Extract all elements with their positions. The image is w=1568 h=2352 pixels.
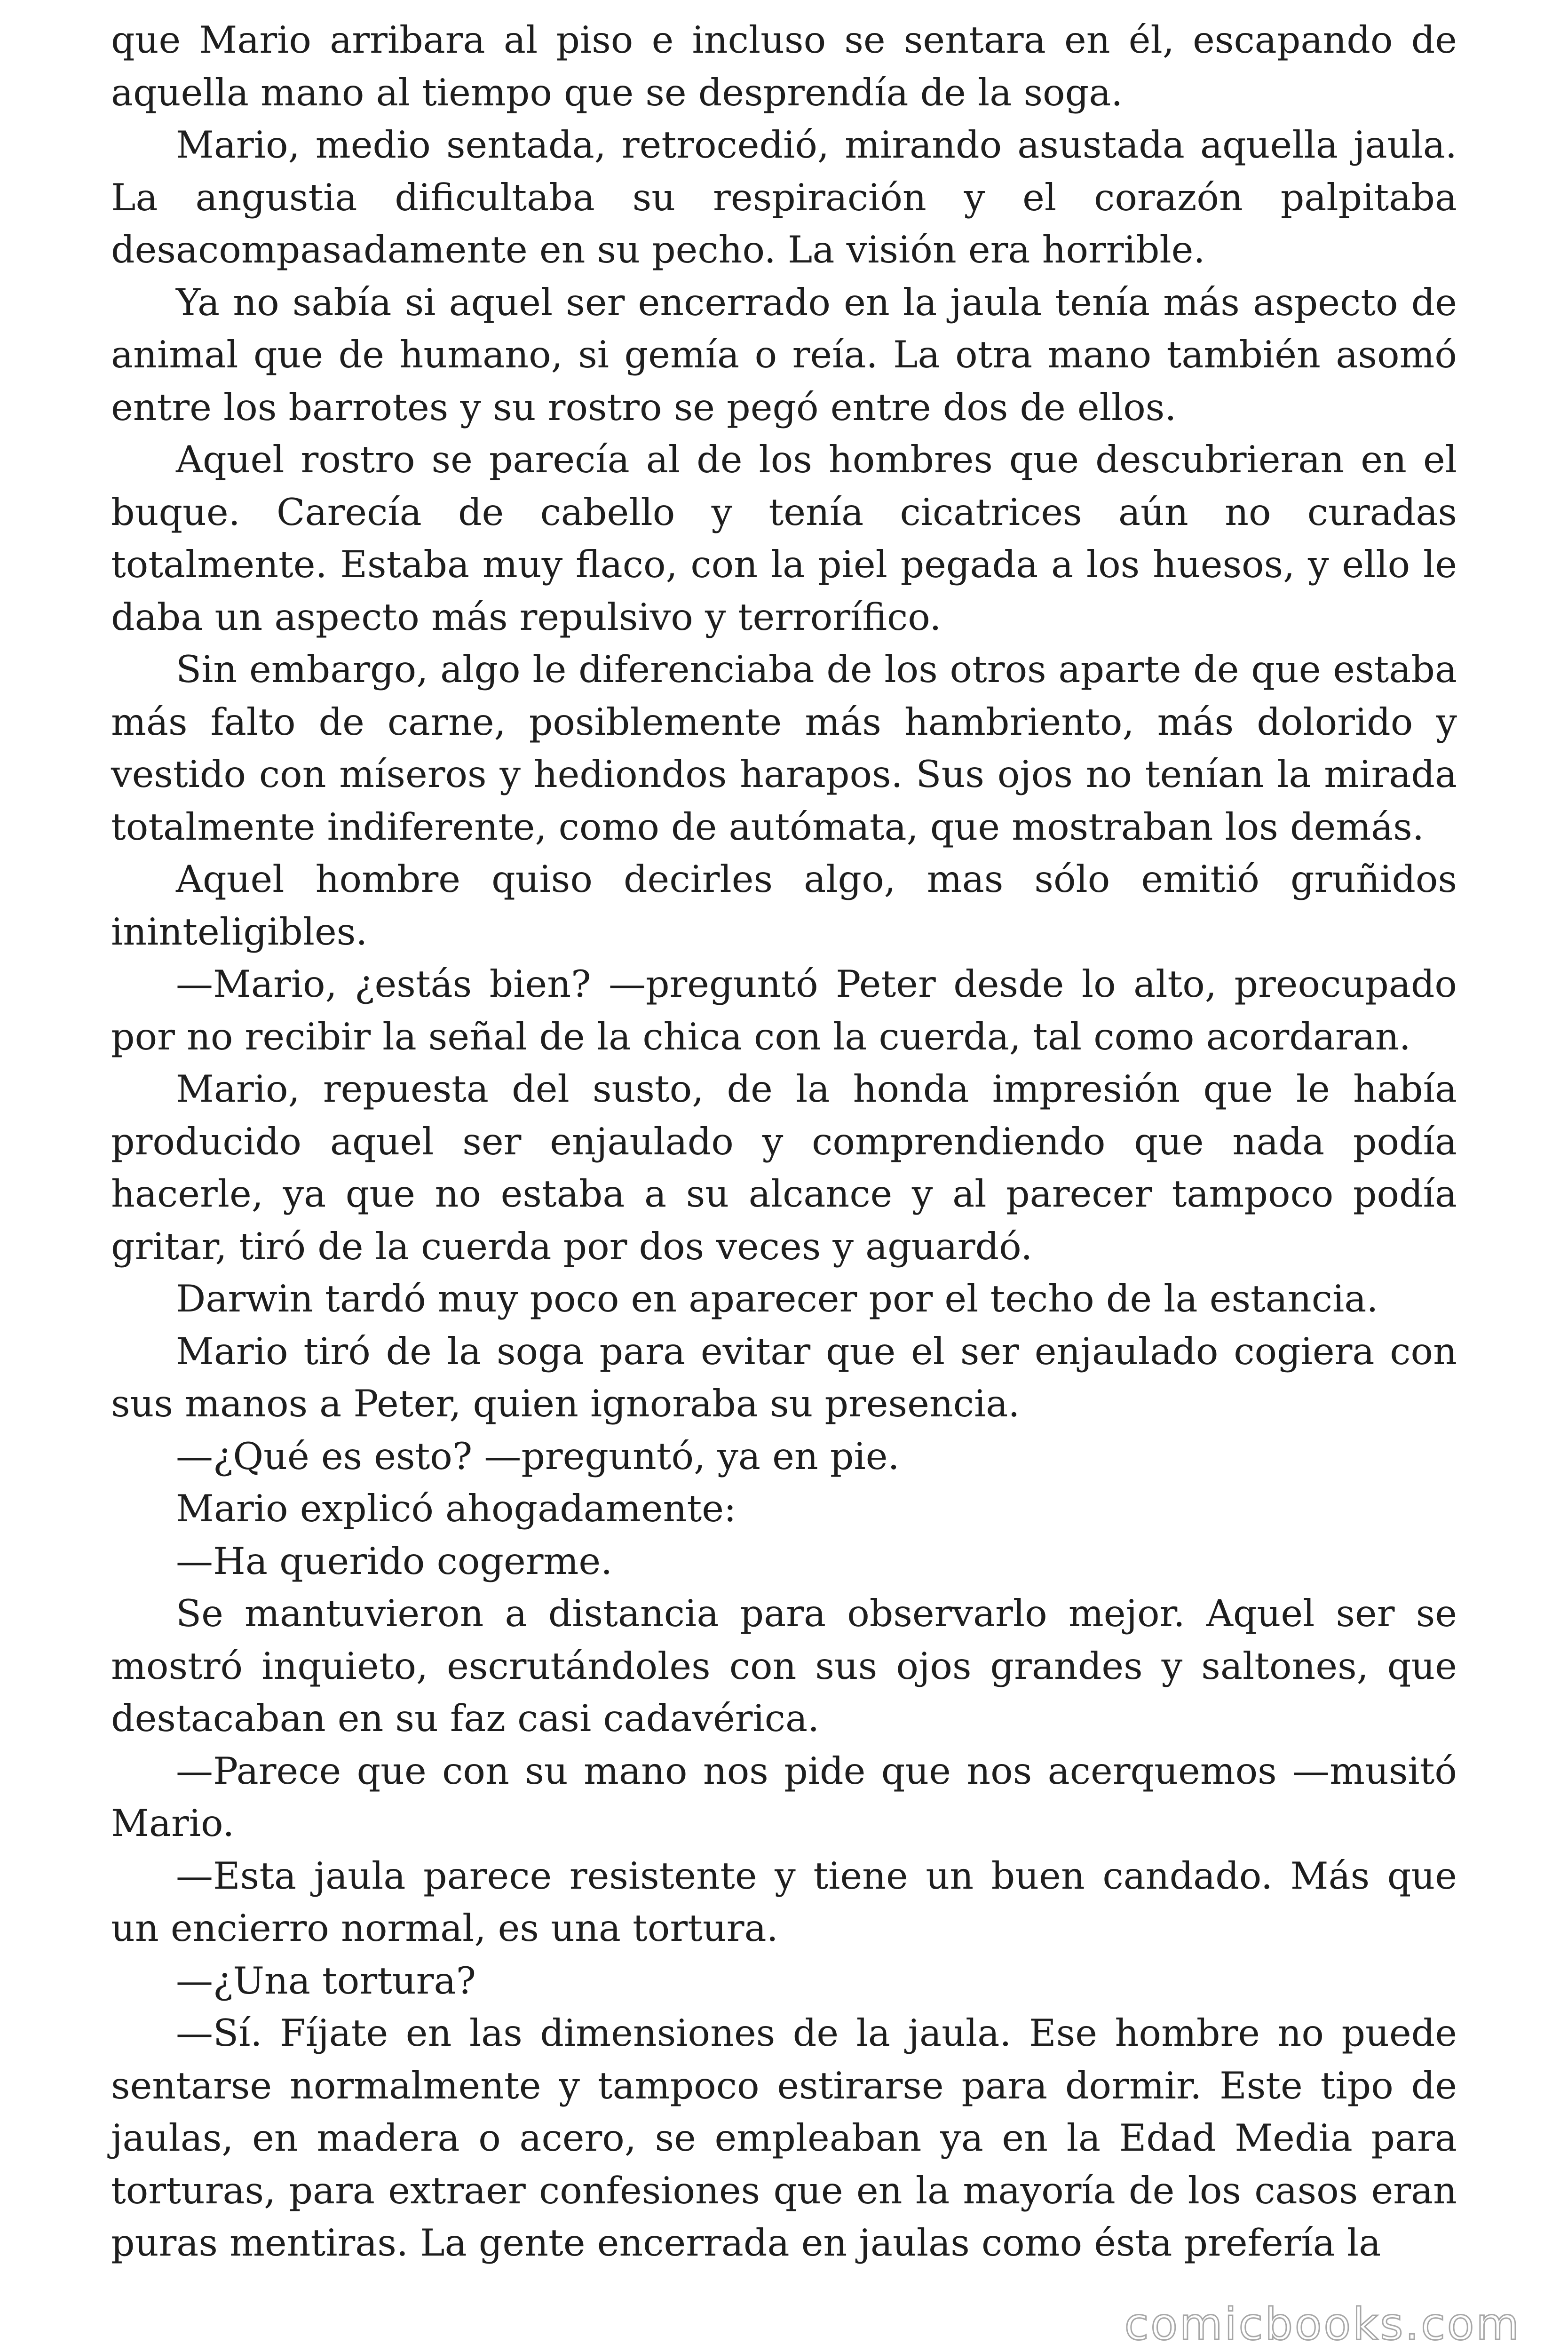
paragraph: Se mantuvieron a distancia para observarlo mejor. Aquel ser se mostró inquieto, escrutándoles con sus ojos grandes y saltones, que destacaban en su faz casi cadavérica. — [111, 1592, 1457, 1740]
paragraph: Mario tiró de la soga para evitar que el ser enjaulado cogiera con sus manos a Peter, quien ignoraba su presencia. — [111, 1329, 1457, 1425]
paragraph: —Esta jaula parece resistente y tiene un buen candado. Más que un encierro normal, es una tortura. — [111, 1854, 1457, 1950]
paragraph: Darwin tardó muy poco en aparecer por el techo de la estancia. — [176, 1277, 1378, 1320]
paragraph: Sin embargo, algo le diferenciaba de los otros aparte de que estaba más falto de carne, posiblemente más hambriento, más dolorido y vestido con míseros y hediondos harapos. Sus ojos no tenían la mirada totalmente indiferente, como de autómata, que mostraban los demás. — [111, 648, 1457, 849]
paragraph: —¿Qué es esto? —preguntó, ya en pie. — [176, 1434, 900, 1478]
paragraph: —Sí. Fíjate en las dimensiones de la jaula. Ese hombre no puede sentarse normalmente y tampoco estirarse para dormir. Este tipo de jaulas, en madera o acero, se empleaban ya en la Edad Media para torturas, para extraer confesiones que en la mayoría de los casos eran puras mentiras. La gente encerrada en jaulas como ésta prefería la — [111, 2011, 1457, 2265]
paragraph: Mario, medio sentada, retrocedió, mirando asustada aquella jaula. La angustia dificultaba su respiración y el corazón palpitaba desacompasadamente en su pecho. La visión era horrible. — [111, 123, 1457, 271]
paragraph: —¿Una tortura? — [176, 1959, 476, 2002]
paragraph: —Mario, ¿estás bien? —preguntó Peter desde lo alto, preocupado por no recibir la señal de la chica con la cuerda, tal como acordaran. — [111, 962, 1457, 1058]
paragraph: Aquel hombre quiso decirles algo, mas sólo emitió gruñidos ininteligibles. — [111, 858, 1457, 954]
book-page-text — [111, 14, 1457, 2270]
paragraph: Aquel rostro se parecía al de los hombres que descubrieran en el buque. Carecía de cabello y tenía cicatrices aún no curadas totalmente. Estaba muy flaco, con la piel pegada a los huesos, y ello le daba un aspecto más repulsivo y terrorífico. — [111, 438, 1457, 639]
paragraph: Mario, repuesta del susto, de la honda impresión que le había producido aquel ser enjaulado y comprendiendo que nada podía hacerle, ya que no estaba a su alcance y al parecer tampoco podía gritar, tiró de la cuerda por dos veces y aguardó. — [111, 1067, 1457, 1268]
paragraph: —Parece que con su mano nos pide que nos acerquemos —musitó Mario. — [111, 1749, 1457, 1845]
paragraph: Ya no sabía si aquel ser encerrado en la jaula tenía más aspecto de animal que de humano, si gemía o reía. La otra mano también asomó entre los barrotes y su rostro se pegó entre dos de ellos. — [111, 280, 1457, 429]
paragraph: —Ha querido cogerme. — [176, 1539, 613, 1583]
paragraph: Mario explicó ahogadamente: — [176, 1487, 736, 1530]
paragraph-continued: que Mario arribara al piso e incluso se sentara en él, escapando de aquella mano al tiempo que se desprendía de la soga. — [111, 18, 1457, 114]
watermark: comicbooks.com — [1124, 2299, 1521, 2350]
